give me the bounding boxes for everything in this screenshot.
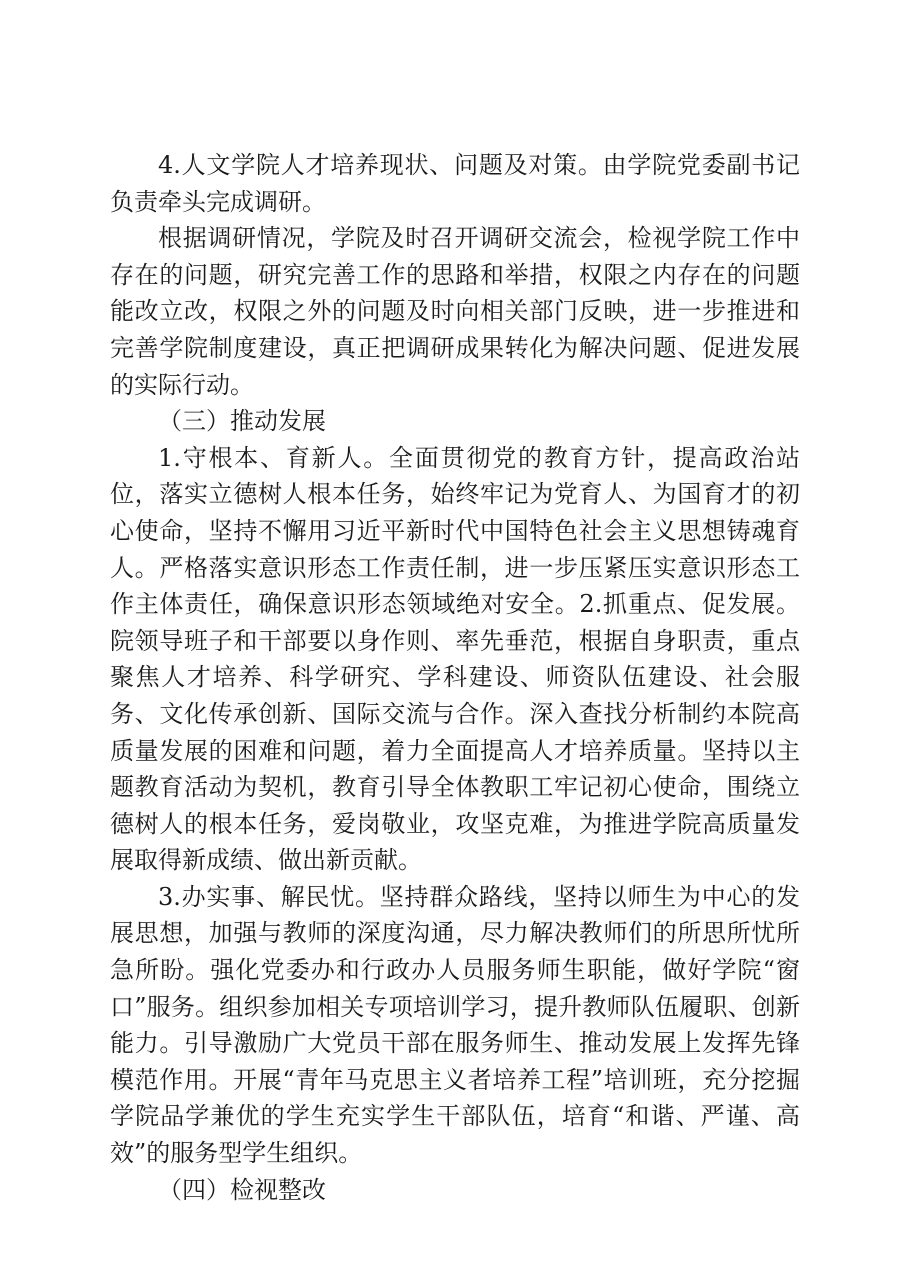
document-body xyxy=(110,147,800,1208)
section-heading-promote-development: （三）推动发展 xyxy=(158,407,326,436)
paragraph-development-items-1-2: 1.守根本、育新人。全面贯彻党的教育方针，提高政治站位，落实立德树人根本任务，始终牢记为党育人、为国育才的初心使命，坚持不懈用习近平新时代中国特色社会主义思想铸魂育人。严格落实意识形态工作责任制，进一步压紧压实意识形态工作主体责任，确保意识形态领域绝对安全。2.抓重点、促发展。院领导班子和干部要以身作则、率先垂范，根据自身职责，重点聚焦人才培养、科学研究、学科建设、师资队伍建设、社会服务、文化传承创新、国际交流与合作。深入查找分析制约本院高质量发展的困难和问题，着力全面提高人才培养质量。坚持以主题教育活动为契机，教育引导全体教职工牢记初心使命，围绕立德树人的根本任务，爱岗敬业，攻坚克难，为推进学院高质量发展取得新成绩、做出新贡献。 xyxy=(110,443,800,875)
paragraph-research-follow-up: 根据调研情况，学院及时召开调研交流会，检视学院工作中存在的问题，研究完善工作的思路和举措，权限之内存在的问题能改立改，权限之外的问题及时向相关部门反映，进一步推进和完善学院制度建设，真正把调研成果转化为解决问题、促进发展的实际行动。 xyxy=(110,224,800,399)
section-heading-review-rectify: （四）检视整改 xyxy=(158,1175,326,1204)
paragraph-development-item-3: 3.办实事、解民忧。坚持群众路线，坚持以师生为中心的发展思想，加强与教师的深度沟通，尽力解决教师们的所思所忧所急所盼。强化党委办和行政办人员服务师生职能，做好学院“窗口”服务。组织参加相关专项培训学习，提升教师队伍履职、创新能力。引导激励广大党员干部在服务师生、推动发展上发挥先锋模范作用。开展“青年马克思主义者培养工程”培训班，充分挖掘学院品学兼优的学生充实学生干部队伍，培育“和谐、严谨、高效”的服务型学生组织。 xyxy=(110,882,800,1168)
paragraph-research-topic-4: 4.人文学院人才培养现状、问题及对策。由学院党委副书记负责牵头完成调研。 xyxy=(110,151,800,216)
